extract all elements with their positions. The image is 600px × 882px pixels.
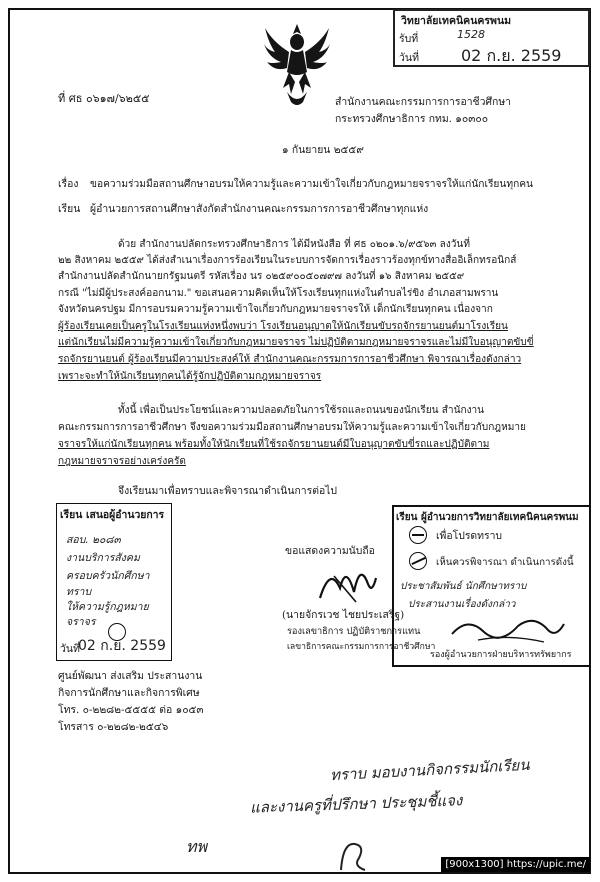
contact-fax: โทรสาร ๐-๒๒๘๒-๒๕๔๖ bbox=[58, 721, 169, 733]
garuda-emblem bbox=[263, 22, 331, 108]
option-1-dash bbox=[412, 534, 424, 536]
to-label: เรียน bbox=[58, 203, 81, 215]
handwriting-initial bbox=[335, 836, 375, 874]
org-line-2: กระทรวงศึกษาธิการ กทม. ๑๐๓๐๐ bbox=[335, 113, 489, 125]
p2-line-2: คณะกรรมการการอาชีวศึกษา จึงขอความร่วมมือสถานศึกษาอบรมให้ความรู้และความเข้าใจเกี่ยวกับกฎหมาย bbox=[58, 422, 526, 433]
p1-line-2: ๒๒ สิงหาคม ๒๕๕๙ ได้ส่งสำเนาเรื่องการร้องเรียนในระบบการจัดการเรื่องราวร้องทุกข์ทางสื่ออิเล็กทรอนิกส์ bbox=[58, 255, 517, 266]
contact-line-2: กิจการนักศึกษาและกิจการพิเศษ bbox=[58, 687, 200, 699]
director-signature bbox=[448, 612, 568, 646]
option-1-label: เพื่อโปรดทราบ bbox=[436, 530, 503, 542]
stamp-no-label: รับที่ bbox=[399, 33, 419, 45]
letter-date: ๑ กันยายน ๒๕๕๙ bbox=[282, 144, 364, 156]
p2-line-4: กฎหมายจราจรอย่างเคร่งครัด bbox=[58, 456, 186, 467]
p1-line-4: กรณี "ไม่มีผู้ประสงค์ออกนาม." ขอเสนอความคิดเห็นให้โรงเรียนทุกแห่งในตำบลไร่ขิง อำเภอสามพราน bbox=[58, 288, 499, 299]
signature-title-1: รองเลขาธิการ ปฏิบัติราชการแทน bbox=[287, 626, 421, 637]
p1-line-6: ผู้ร้องเรียนเคยเป็นครูในโรงเรียนแห่งหนึ่งพบว่า โรงเรียนอนุญาตให้นักเรียนขับรถจักรยานยนต์มาโรงเรียน bbox=[58, 321, 508, 332]
left-note-line-3: ครอบครัวนักศึกษา bbox=[66, 570, 150, 582]
closing-sentence: จึงเรียนมาเพื่อทราบและพิจารณาดำเนินการต่อไป bbox=[118, 485, 337, 497]
signature-closing: ขอแสดงความนับถือ bbox=[285, 545, 375, 557]
p1-line-7: แต่นักเรียนไม่มีความรู้ความเข้าใจเกี่ยวกับกฎหมายจราจร ไม่ปฏิบัติตามกฎหมายจราจรและไม่มีใบอนุญาตขับขี่ bbox=[58, 337, 534, 348]
org-line-1: สำนักงานคณะกรรมการการอาชีวศึกษา bbox=[335, 96, 512, 108]
stamp-org: วิทยาลัยเทคนิคนครพนม bbox=[401, 15, 512, 27]
option-2-label: เห็นควรพิจารณา ดำเนินการดังนี้ bbox=[436, 557, 574, 568]
left-note-line-6: จราจร bbox=[66, 616, 96, 628]
watermark: [900x1300] https://upic.me/ bbox=[441, 857, 590, 872]
left-note-date: 02 ก.ย. 2559 bbox=[78, 638, 166, 654]
director-note-2: ประสานงานเรื่องดังกล่าว bbox=[408, 599, 516, 610]
p1-line-8: รถจักรยานยนต์ ผู้ร้องเรียนมีความประสงค์ให้ สำนักงานคณะกรรมการการอาชีวศึกษา พิจารณาเรื่องดังกล่าว bbox=[58, 354, 522, 365]
contact-tel: โทร. ๐-๒๒๘๒-๕๕๕๕ ต่อ ๑๐๕๓ bbox=[58, 704, 204, 716]
handwriting-line-3: ทพ bbox=[186, 837, 208, 856]
to-text: ผู้อำนวยการสถานศึกษาสังกัดสำนักงานคณะกรรมการการอาชีวศึกษาทุกแห่ง bbox=[90, 203, 429, 215]
receipt-stamp bbox=[393, 9, 590, 67]
p1-line-9: เพราะจะทำให้นักเรียนทุกคนได้รู้จักปฏิบัติตามกฎหมายจราจร bbox=[58, 371, 322, 382]
p2-line-1: ทั้งนี้ เพื่อเป็นประโยชน์และความปลอดภัยในการใช้รถและถนนของนักเรียน สำนักงาน bbox=[118, 405, 485, 416]
subject-label: เรื่อง bbox=[58, 178, 79, 190]
handwriting-line-1: ทราบ มอบงานกิจกรรมนักเรียน bbox=[329, 755, 530, 785]
director-box-footer: รองผู้อำนวยการฝ่ายบริหารทรัพยากร bbox=[430, 650, 572, 660]
p2-line-3: จราจรให้แก่นักเรียนทุกคน พร้อมทั้งให้นักเรียนที่ใช้รถจักรยานยนต์มีใบอนุญาตขับขี่รถและปฏิบัติตาม bbox=[58, 439, 490, 450]
p1-line-5: จังหวัดนครปฐม มีการอบรมความรู้ความเข้าใจเกี่ยวกับกฎหมายจราจรให้ เด็กนักเรียนทุกคน เนื่องจาก bbox=[58, 304, 493, 315]
stamp-date-value: 02 ก.ย. 2559 bbox=[461, 46, 562, 65]
left-note-line-4: ทราบ bbox=[66, 586, 92, 598]
director-note-1: ประชาสัมพันธ์ นักศึกษาทราบ bbox=[400, 581, 527, 592]
stamp-no-value: 1528 bbox=[457, 28, 485, 41]
stamp-date-label: วันที่ bbox=[399, 52, 419, 64]
left-note-line-1: สอบ. ๒๐๘๓ bbox=[66, 534, 121, 546]
p1-line-3: สำนักงานปลัดสำนักนายกรัฐมนตรี รหัสเรื่อง นร ๐๒๕๙๐๐๕๐๗๙๗ ลงวันที่ ๑๖ สิงหาคม ๒๕๕๙ bbox=[58, 271, 465, 282]
signature-title-2: เลขาธิการคณะกรรมการการอาชีวศึกษา bbox=[287, 642, 436, 652]
reference-number: ที่ ศธ ๐๖๑๗/๖๒๕๕ bbox=[58, 92, 150, 105]
left-note-line-2: งานบริการสังคม bbox=[66, 552, 140, 564]
contact-line-1: ศูนย์พัฒนา ส่งเสริม ประสานงาน bbox=[58, 670, 203, 682]
left-note-line-5: ให้ความรู้กฎหมาย bbox=[66, 601, 149, 613]
left-note-title: เรียน เสนอผู้อำนวยการ bbox=[60, 509, 165, 521]
signature-name: (นายจักรเวช ไชยประเสริฐ) bbox=[282, 609, 405, 621]
subject-text: ขอความร่วมมือสถานศึกษาอบรมให้ความรู้และความเข้าใจเกี่ยวกับกฎหมายจราจรให้แก่นักเรียนทุกคน bbox=[90, 179, 534, 190]
handwriting-line-2: และงานครูที่ปรึกษา ประชุมชี้แจง bbox=[249, 791, 463, 817]
p1-line-1: ด้วย สำนักงานปลัดกระทรวงศึกษาธิการ ได้มีหนังสือ ที่ ศธ ๐๒๐๑.๖/๙๕๖๓ ลงวันที่ bbox=[118, 239, 470, 250]
left-note-date-label: วันที่ bbox=[60, 643, 80, 655]
director-box-title: เรียน ผู้อำนวยการวิทยาลัยเทคนิคนครพนม bbox=[396, 512, 579, 523]
handwritten-signature bbox=[310, 558, 380, 604]
